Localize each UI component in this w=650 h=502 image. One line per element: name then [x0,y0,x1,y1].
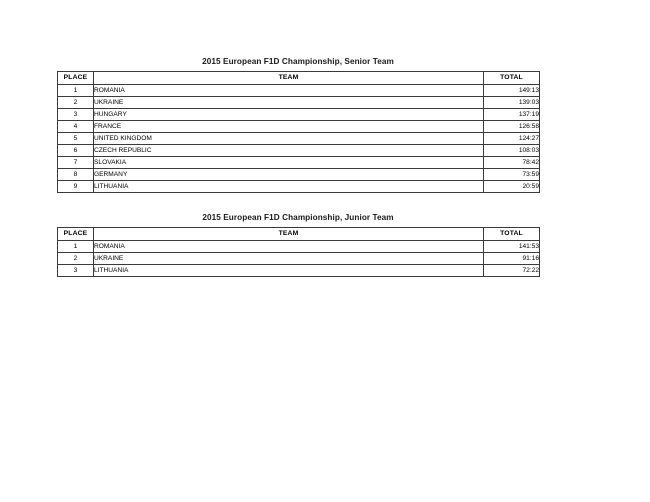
cell-total: 91:16 [484,253,540,265]
cell-place: 3 [58,265,94,277]
cell-team: FRANCE [94,121,484,133]
cell-team: LITHUANIA [94,265,484,277]
cell-place: 6 [58,145,94,157]
cell-place: 2 [58,253,94,265]
cell-total: 20:59 [484,181,540,193]
cell-team: HUNGARY [94,109,484,121]
cell-total: 72:22 [484,265,540,277]
table-row [58,97,540,109]
cell-team: LITHUANIA [94,181,484,193]
cell-total: 137:19 [484,109,540,121]
cell-place: 4 [58,121,94,133]
cell-place: 5 [58,133,94,145]
junior-table-title: 2015 European F1D Championship, Junior Team [202,213,394,222]
senior-table-body [58,85,540,193]
table-row [58,85,540,97]
cell-team: ROMANIA [94,241,484,253]
cell-place: 8 [58,169,94,181]
table-row [58,157,540,169]
cell-team: UKRAINE [94,97,484,109]
cell-place: 1 [58,85,94,97]
cell-place: 1 [58,241,94,253]
cell-total: 124:27 [484,133,540,145]
cell-place: 7 [58,157,94,169]
cell-team: ROMANIA [94,85,484,97]
table-row [58,169,540,181]
cell-total: 73:59 [484,169,540,181]
table-row [58,241,540,253]
cell-place: 9 [58,181,94,193]
table-row [58,133,540,145]
junior-table-header [58,228,540,241]
table-row [58,121,540,133]
cell-total: 141:53 [484,241,540,253]
cell-team: UKRAINE [94,253,484,265]
junior-table-body [58,241,540,277]
cell-team: UNITED KINGDOM [94,133,484,145]
cell-team: GERMANY [94,169,484,181]
column-header-team: TEAM [94,72,484,85]
cell-total: 149:13 [484,85,540,97]
column-header-place: PLACE [58,228,94,241]
table-row [58,181,540,193]
column-header-place: PLACE [58,72,94,85]
cell-total: 78:42 [484,157,540,169]
table-header-row [58,228,540,241]
cell-total: 126:58 [484,121,540,133]
table-row [58,109,540,121]
table-row [58,253,540,265]
cell-place: 2 [58,97,94,109]
cell-total: 108:03 [484,145,540,157]
senior-team-section [57,56,539,193]
junior-results-table [57,227,540,277]
cell-team: CZECH REPUBLIC [94,145,484,157]
senior-table-title: 2015 European F1D Championship, Senior Team [202,57,394,66]
table-header-row [58,72,540,85]
senior-table-header [58,72,540,85]
table-row [58,145,540,157]
column-header-total: TOTAL [484,228,540,241]
cell-total: 139:03 [484,97,540,109]
cell-place: 3 [58,109,94,121]
table-row [58,265,540,277]
column-header-team: TEAM [94,228,484,241]
cell-team: SLOVAKIA [94,157,484,169]
senior-results-table [57,71,540,193]
column-header-total: TOTAL [484,72,540,85]
junior-team-section [57,212,539,277]
